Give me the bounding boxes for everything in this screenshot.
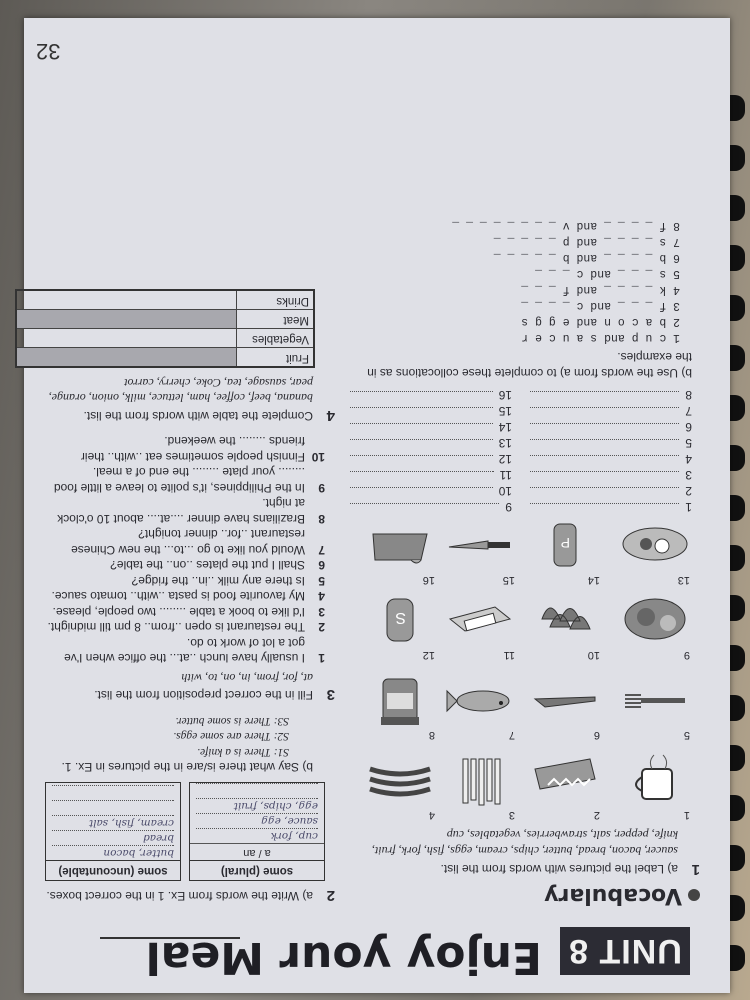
answer-line: 4	[530, 451, 692, 467]
table-row: Vegetables	[16, 329, 314, 348]
collocation-item[interactable]: 7 s _ _ _ _ and p _ _ _ _ _	[493, 235, 680, 248]
answer-blank[interactable]	[52, 785, 174, 800]
answer-blank[interactable]	[52, 800, 174, 815]
left-column	[350, 217, 700, 909]
collocation-item[interactable]: 4 k _ _ _ _ and f _ _ _	[521, 283, 680, 296]
handwritten-answer[interactable]: cream, fish, salt	[52, 815, 174, 830]
sentence-item[interactable]: 3 I'd like to book a table ........ two people, please.	[52, 605, 325, 619]
cream-jar-picture: 8	[365, 673, 435, 729]
answer-line: 1	[530, 499, 692, 515]
exercise-number: 1	[691, 861, 700, 878]
answer-blank[interactable]	[530, 423, 679, 435]
knife-small-picture: 15	[445, 518, 515, 574]
answer-blank[interactable]	[350, 487, 493, 499]
exercise-instruction: b) Use the words from a) to complete these collocations as in the examples.	[367, 350, 692, 380]
exercise-2b-instruction: b) Say what there is/are in the pictures in Ex. 1.	[61, 760, 313, 775]
eggs-bacon-plate-picture: 13	[620, 518, 690, 574]
answer-blank[interactable]	[350, 439, 493, 451]
page-number: 32	[36, 39, 61, 64]
answer-blank[interactable]	[350, 407, 493, 419]
answer-blank[interactable]	[530, 391, 679, 403]
butter-picture: 11	[445, 593, 515, 649]
sentence-item[interactable]: 5 Is there any milk ..in.. the fridge?	[131, 574, 325, 588]
answer-line: 15	[350, 403, 512, 419]
sentence-item[interactable]: 8 Brazilians have dinner ....at.... about 10 o'clock at night.	[57, 496, 325, 526]
sentence-item[interactable]: 4 My favourite food is pasta ..with.. tomato sauce.	[51, 589, 325, 604]
sentence-item[interactable]: 7 Would you like to go ...to... the new Chinese restaurant ..for.. dinner tonight?	[71, 527, 325, 557]
sentence-item[interactable]: 6 Shall I put the plates ..on.. the table?	[110, 558, 325, 573]
bacon-picture: 4	[365, 753, 435, 809]
answer-line: 16	[350, 387, 512, 403]
sentence-item[interactable]: 2 The restaurant is open ..from.. 8 pm till midnight.	[47, 620, 325, 635]
exercise-instruction: Complete the table with words from the list.	[83, 409, 313, 423]
table-row: Meat	[16, 310, 314, 329]
answer-blank[interactable]	[196, 784, 318, 799]
answer-line: 5	[530, 435, 692, 451]
answer-cell[interactable]	[16, 348, 237, 368]
cup-picture: 1	[620, 753, 690, 809]
answer-line: 7	[530, 403, 692, 419]
right-column	[45, 290, 335, 910]
section-title: Vocabulary	[544, 883, 682, 908]
answer-blank[interactable]	[530, 455, 679, 467]
title-rule	[100, 937, 240, 939]
answer-blank[interactable]	[530, 471, 679, 483]
food-category-table	[15, 290, 315, 369]
exercise-instruction: a) Label the pictures with words from the list.	[440, 862, 678, 876]
exercise-4-heading: 4 Complete the table with words from the list.	[83, 407, 335, 424]
workbook-page	[24, 18, 730, 993]
answer-cell[interactable]	[16, 291, 237, 311]
food-pictures	[360, 519, 690, 819]
collocation-item[interactable]: 6 b _ _ _ _ and b _ _ _ _ _	[493, 251, 680, 264]
uncountable-box: some (uncountable) butter, bacon bread cream, fish, salt	[45, 783, 181, 882]
knife-picture: 6	[530, 673, 600, 729]
svg-text:P: P	[560, 535, 570, 551]
fork-picture: 5	[620, 673, 690, 729]
food-word-list: banana, beef, coffee, ham, lettuce, milk, onion, orange, pear, sausage, tea, Coke, cherry, carrot	[48, 376, 313, 406]
collocation-item[interactable]: 3 f _ _ _ and c _ _ _ _	[521, 299, 680, 312]
handwritten-answer[interactable]: butter, bacon	[52, 845, 174, 860]
sentence-item[interactable]: 10 Finnish people sometimes eat ..with.. their friends ........ the weekend.	[80, 434, 325, 464]
answer-line: 6	[530, 419, 692, 435]
exercise-instruction: Fill in the correct preposition from the list.	[94, 688, 313, 703]
collocation-list	[350, 217, 680, 345]
exercise-1b-heading	[350, 349, 692, 381]
answer-line: 8	[530, 387, 692, 403]
example-line: S1: There is a knife.	[197, 746, 289, 758]
exercise-instruction: a) Write the words from Ex. 1 in the correct boxes.	[46, 889, 313, 903]
collocation-item[interactable]: 5 s _ _ _ and c _ _ _	[535, 267, 680, 280]
plural-box: some (plural) a / an cup, fork sauce, egg egg, chips, fruit	[189, 783, 325, 882]
fish-picture: 7	[445, 673, 515, 729]
strawberries-picture: 10	[530, 593, 600, 649]
answer-cell[interactable]	[16, 310, 237, 329]
collocation-item: 1 c u p and s a u c e r	[521, 331, 680, 344]
answer-line: 9	[350, 499, 512, 515]
svg-text:S: S	[395, 609, 406, 626]
pepper-shaker-picture: 14 P	[530, 518, 600, 574]
unit-title: Enjoy your Meal	[145, 932, 542, 983]
teeth-chips-picture: 2	[530, 753, 600, 809]
answer-blank[interactable]	[350, 391, 493, 403]
answer-lines-1a	[350, 387, 692, 515]
sentence-item[interactable]: 1 I usually have lunch ..at... the office when I've got a lot of work to do.	[64, 636, 325, 666]
example-line: S3: There is some butter.	[175, 715, 289, 727]
answer-line: 13	[350, 435, 512, 451]
table-row: Drinks	[16, 291, 314, 311]
bread-picture: 16	[365, 518, 435, 574]
exercise-2a-heading: 2 a) Write the words from Ex. 1 in the correct boxes.	[46, 887, 335, 904]
countable-boxes	[45, 783, 325, 882]
answer-line: 11	[350, 467, 512, 483]
handwritten-answer[interactable]: egg, chips, fruit	[196, 799, 318, 814]
answer-blank[interactable]	[350, 423, 493, 435]
preposition-sentences	[45, 433, 325, 666]
bullet-icon	[688, 889, 700, 901]
answer-blank[interactable]	[350, 503, 499, 515]
exercise-3-heading: 3 Fill in the correct preposition from the list.	[94, 686, 335, 704]
answer-line: 14	[350, 419, 512, 435]
chips-picture: 3	[445, 753, 515, 809]
answer-cell[interactable]	[16, 329, 237, 348]
sentence-item[interactable]: 9 In the Philippines, it's polite to leave a little food ........ your plate ........ the end of a meal.	[53, 465, 325, 495]
handwritten-answer[interactable]: bread	[52, 830, 174, 845]
answer-blank[interactable]	[530, 503, 679, 515]
answer-blank[interactable]	[530, 407, 679, 419]
collocation-item[interactable]: 8 f _ _ _ _ and v _ _ _ _ _ _ _ _	[452, 219, 680, 232]
handwritten-answer[interactable]: sauce, egg	[196, 814, 318, 829]
answer-blank[interactable]	[530, 487, 679, 499]
answer-line: 3	[530, 467, 692, 483]
collocation-item: 2 b a c o n and e g g s	[521, 315, 680, 328]
answer-blank[interactable]	[350, 471, 494, 483]
table-row: Fruit	[16, 348, 314, 368]
page-content-rotated	[24, 18, 730, 993]
example-line: S2: There are some eggs.	[173, 730, 289, 743]
section-heading	[350, 883, 700, 908]
handwritten-answer[interactable]: cup, fork	[196, 829, 318, 844]
unit-banner: UNIT 8	[560, 927, 690, 975]
answer-line: 2	[530, 483, 692, 499]
answer-blank[interactable]	[530, 439, 679, 451]
exercise-1a-heading	[350, 861, 700, 877]
answer-blank[interactable]	[350, 455, 493, 467]
answer-line: 10	[350, 483, 512, 499]
salt-shaker-picture: 12 S	[365, 593, 435, 649]
answer-line: 12	[350, 451, 512, 467]
preposition-list: at, for, from, in, on, to, with	[181, 671, 313, 685]
vegetables-picture: 9	[620, 593, 690, 649]
word-list: saucer, bacon, bread, butter, chips, cream, eggs, fish, fork, fruit, knife, pepper, salt, strawberries, vegetables, cup	[371, 828, 678, 858]
